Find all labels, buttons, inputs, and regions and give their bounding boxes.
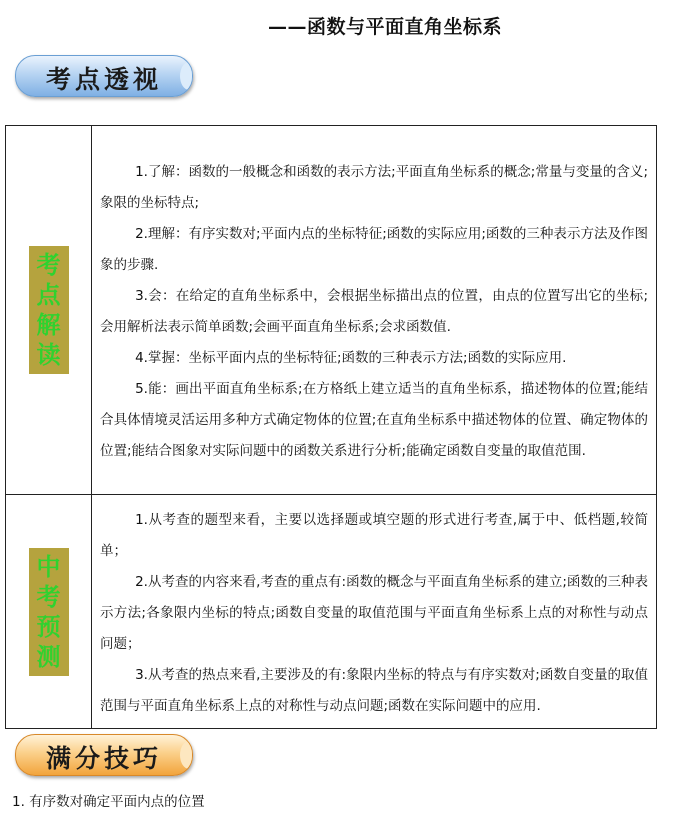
- label-char: 考: [36, 581, 61, 611]
- label-char: 解: [36, 310, 61, 339]
- vertical-label-kaodian-jiedu: [29, 246, 69, 374]
- list-item: 4.掌握：坐标平面内点的坐标特征;函数的三种表示方法;函数的实际应用.: [135, 350, 567, 366]
- table-row: [6, 126, 657, 495]
- list-item: 1.从考查的题型来看，主要以选择题或填空题的形式进行考查,属于中、低档题,较简单；: [100, 512, 648, 559]
- label-char: 中: [36, 551, 61, 581]
- list-item: 2.理解：有序实数对;平面内点的坐标特征;函数的实际应用;函数的三种表示方法及作图象的步骤.: [100, 226, 648, 273]
- content-cell-kaodian-jiedu: [92, 126, 657, 495]
- vertical-label-zhongkao-yuce: [29, 548, 69, 676]
- banner-label: 满分技巧: [45, 744, 162, 773]
- label-cell-kaodian-jiedu: [6, 126, 92, 495]
- banner-label: 考点透视: [45, 65, 162, 94]
- list-item: 2.从考查的内容来看,考查的重点有:函数的概念与平面直角坐标系的建立;函数的三种表示方法;各象限内坐标的特点;函数自变量的取值范围与平面直角坐标系上点的对称性与动点问题；: [100, 574, 648, 652]
- table-row: [6, 495, 657, 729]
- label-char: 点: [36, 280, 61, 309]
- content-cell-zhongkao-yuce: [92, 495, 657, 729]
- list-item: 3.从考查的热点来看,主要涉及的有:象限内坐标的特点与有序实数对;函数自变量的取值范围与平面直角坐标系上点的对称性与动点问题;函数在实际问题中的应用.: [100, 667, 648, 714]
- label-char: 预: [36, 611, 61, 641]
- label-cell-zhongkao-yuce: [6, 495, 92, 729]
- section-banner-kaodian-toushi: [15, 55, 193, 97]
- tip-item: 1. 有序数对确定平面内点的位置: [12, 794, 205, 810]
- list-item: 1.了解：函数的一般概念和函数的表示方法;平面直角坐标系的概念;常量与变量的含义;象限的坐标特点;: [100, 164, 648, 211]
- label-char: 读: [36, 340, 61, 369]
- label-char: 考: [36, 250, 61, 279]
- list-item: 3.会：在给定的直角坐标系中，会根据坐标描出点的位置，由点的位置写出它的坐标;会用解析法表示简单函数;会画平面直角坐标系;会求函数值.: [100, 288, 648, 335]
- content-table: [5, 125, 657, 729]
- section-banner-manfen-jiqiao: [15, 734, 193, 776]
- page-title: ——函数与平面直角坐标系: [268, 16, 503, 38]
- list-item: 5.能：画出平面直角坐标系;在方格纸上建立适当的直角坐标系，描述物体的位置;能结合具体情境灵活运用多种方式确定物体的位置;在直角坐标系中描述物体的位置、确定物体的位置;能结合图象对实际问题中的函数关系进行分析;能确定函数自变量的取值范围.: [100, 381, 648, 459]
- label-char: 测: [36, 641, 61, 671]
